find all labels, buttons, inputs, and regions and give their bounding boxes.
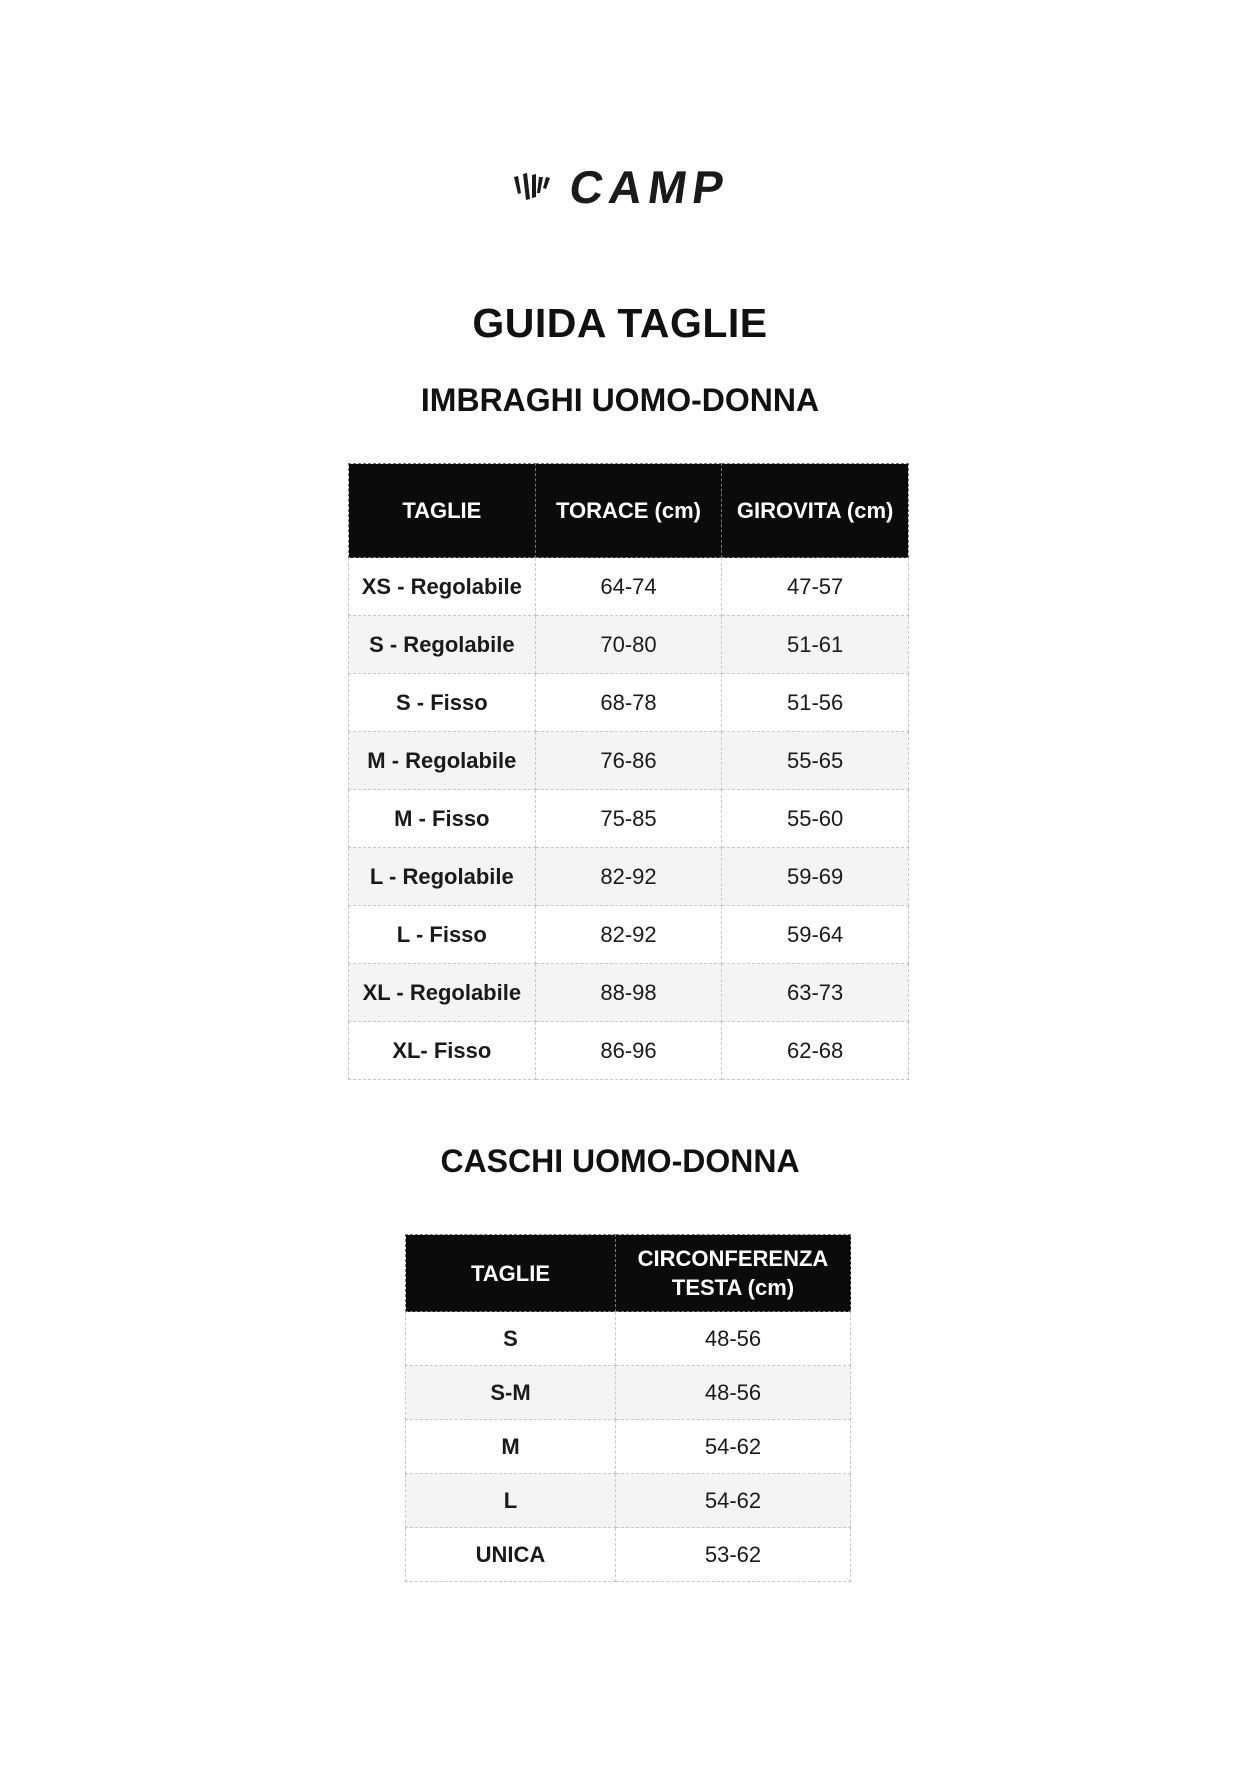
circumference-cell: 54-62 bbox=[616, 1474, 851, 1528]
helmet-section-title: CASCHI UOMO-DONNA bbox=[440, 1143, 800, 1179]
table-row bbox=[406, 1366, 851, 1420]
table-row bbox=[349, 964, 909, 1022]
table-row bbox=[406, 1528, 851, 1582]
waist-cell: 51-56 bbox=[722, 674, 909, 732]
size-cell: S - Fisso bbox=[349, 674, 536, 732]
table-row bbox=[349, 674, 909, 732]
size-cell: UNICA bbox=[406, 1528, 616, 1582]
size-cell: XL- Fisso bbox=[349, 1022, 536, 1080]
table-row bbox=[349, 558, 909, 616]
waist-cell: 63-73 bbox=[722, 964, 909, 1022]
chest-cell: 82-92 bbox=[535, 848, 722, 906]
camp-logo bbox=[512, 163, 742, 211]
waist-cell: 62-68 bbox=[722, 1022, 909, 1080]
chest-cell: 75-85 bbox=[535, 790, 722, 848]
table-row bbox=[349, 732, 909, 790]
column-header-sizes: TAGLIE bbox=[406, 1235, 616, 1312]
waist-cell: 55-65 bbox=[722, 732, 909, 790]
harness-size-table bbox=[348, 463, 909, 1080]
chest-cell: 88-98 bbox=[535, 964, 722, 1022]
table-row bbox=[349, 1022, 909, 1080]
table-row bbox=[349, 616, 909, 674]
size-cell: S bbox=[406, 1312, 616, 1366]
camp-logo-text: CAMP bbox=[566, 161, 734, 213]
column-header-sizes: TAGLIE bbox=[349, 464, 536, 558]
circumference-cell: 48-56 bbox=[616, 1366, 851, 1420]
table-row bbox=[406, 1474, 851, 1528]
size-cell: S - Regolabile bbox=[349, 616, 536, 674]
table-row bbox=[349, 906, 909, 964]
table-header-row bbox=[406, 1235, 851, 1312]
column-header-head-circumference: CIRCONFERENZA TESTA (cm) bbox=[616, 1235, 851, 1312]
chest-cell: 70-80 bbox=[535, 616, 722, 674]
column-header-waist: GIROVITA (cm) bbox=[722, 464, 909, 558]
table-row bbox=[349, 848, 909, 906]
size-cell: M bbox=[406, 1420, 616, 1474]
circumference-cell: 48-56 bbox=[616, 1312, 851, 1366]
page-title: GUIDA TAGLIE bbox=[472, 300, 768, 346]
size-cell: L - Regolabile bbox=[349, 848, 536, 906]
waist-cell: 59-69 bbox=[722, 848, 909, 906]
size-cell: L - Fisso bbox=[349, 906, 536, 964]
table-row bbox=[349, 790, 909, 848]
chest-cell: 86-96 bbox=[535, 1022, 722, 1080]
size-cell: L bbox=[406, 1474, 616, 1528]
chest-cell: 76-86 bbox=[535, 732, 722, 790]
column-header-chest: TORACE (cm) bbox=[535, 464, 722, 558]
size-cell: XL - Regolabile bbox=[349, 964, 536, 1022]
waist-cell: 51-61 bbox=[722, 616, 909, 674]
size-cell: M - Regolabile bbox=[349, 732, 536, 790]
size-cell: S-M bbox=[406, 1366, 616, 1420]
waist-cell: 59-64 bbox=[722, 906, 909, 964]
table-row bbox=[406, 1420, 851, 1474]
harness-section-title: IMBRAGHI UOMO-DONNA bbox=[420, 382, 820, 418]
circumference-cell: 53-62 bbox=[616, 1528, 851, 1582]
chest-cell: 82-92 bbox=[535, 906, 722, 964]
size-cell: XS - Regolabile bbox=[349, 558, 536, 616]
waist-cell: 55-60 bbox=[722, 790, 909, 848]
circumference-cell: 54-62 bbox=[616, 1420, 851, 1474]
chest-cell: 68-78 bbox=[535, 674, 722, 732]
size-cell: M - Fisso bbox=[349, 790, 536, 848]
table-row bbox=[406, 1312, 851, 1366]
helmet-size-table bbox=[405, 1234, 851, 1582]
chest-cell: 64-74 bbox=[535, 558, 722, 616]
waist-cell: 47-57 bbox=[722, 558, 909, 616]
table-header-row bbox=[349, 464, 909, 558]
